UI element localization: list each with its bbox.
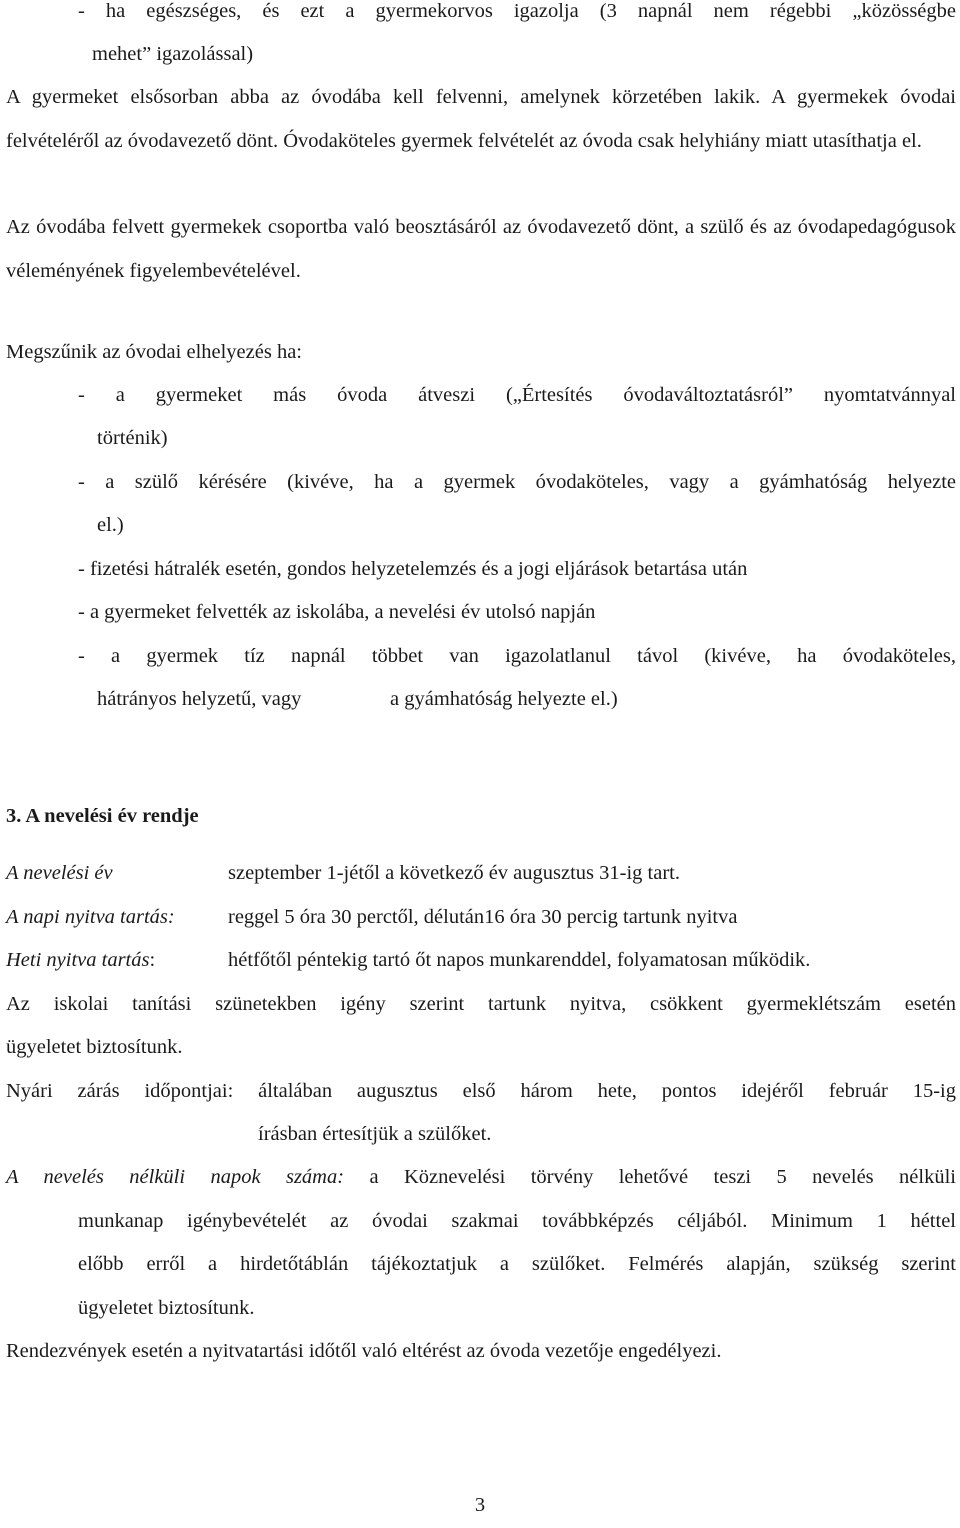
group-assignment-paragraph: Az óvodába felvett gyermekek csoportba való beosztásáról az óvodavezető dönt, a szülő és az óvodapedagógusok véleményének figyelembevételével. — [6, 216, 956, 282]
page-number: 3 — [474, 1494, 486, 1516]
admission-paragraph: A gyermeket elsősorban abba az óvodába kell felvenni, amelynek körzetében lakik. A gyermekek óvodai felvételéről az óvodavezető dönt. Óvodaköteles gyermek felvételét az óvoda csak helyhiány miatt utasíthatja el. — [6, 86, 956, 152]
year-label: A nevelési év — [6, 862, 113, 884]
termination-item-4: - a gyermeket felvették az iskolába, a nevelési év utolsó napján — [78, 601, 596, 623]
weekly-hours-label-wrap — [6, 939, 155, 983]
school-break-line: Az iskolai tanítási szünetekben igény szerint tartunk nyitva, csökkent gyermeklétszám esetén — [6, 993, 956, 1015]
nonteaching-line-3: előbb erről a hirdetőtáblán tájékoztatjuk a szülőket. Felmérés alapján, szükség szerint — [78, 1253, 956, 1275]
termination-item-1: - a gyermeket más óvoda átveszi („Értesítés óvodaváltoztatásról” nyomtatvánnyal — [78, 384, 956, 406]
termination-item-2: - a szülő kérésére (kivéve, ha a gyermek óvodaköteles, vagy a gyámhatóság helyezte — [78, 471, 956, 493]
daily-hours-label: A napi nyitva tartás: — [6, 906, 175, 928]
termination-item-1-cont: történik) — [97, 427, 168, 449]
weekly-hours-value: hétfőtől péntekig tartó őt napos munkarenddel, folyamatosan működik. — [228, 949, 811, 971]
termination-item-5-cont-b: a gyámhatóság helyezte el.) — [390, 688, 618, 710]
events-line: Rendezvények esetén a nyitvatartási időtől való eltérést az óvoda vezetője engedélyezi. — [6, 1340, 722, 1362]
termination-item-5: - a gyermek tíz napnál többet van igazolatlanul távol (kivéve, ha óvodaköteles, — [78, 645, 956, 667]
nonteaching-label: A nevelés nélküli napok száma: — [6, 1166, 345, 1188]
section-heading: 3. A nevelési év rendje — [6, 805, 199, 827]
weekly-hours-colon: : — [149, 949, 156, 971]
nonteaching-line — [6, 1156, 956, 1200]
termination-item-2-cont: el.) — [97, 514, 124, 536]
termination-item-3: - fizetési hátralék esetén, gondos helyzetelemzés és a jogi eljárások betartása után — [78, 558, 748, 580]
weekly-hours-label: Heti nyitva tartás — [6, 949, 150, 971]
condition-line-cont: mehet” igazolással) — [92, 43, 254, 65]
nonteaching-rest: a Köznevelési törvény lehetővé teszi 5 nevelés nélküli — [369, 1166, 956, 1188]
nonteaching-line-2: munkanap igénybevételét az óvodai szakmai továbbképzés céljából. Minimum 1 héttel — [78, 1210, 956, 1232]
school-break-line-cont: ügyeletet biztosítunk. — [6, 1036, 183, 1058]
condition-line: - ha egészséges, és ezt a gyermekorvos igazolja (3 napnál nem régebbi „közösségbe — [78, 0, 956, 22]
termination-item-5-cont-a: hátrányos helyzetű, vagy — [97, 688, 302, 710]
summer-closure-line-cont: írásban értesítjük a szülőket. — [258, 1123, 492, 1145]
summer-closure-line: Nyári zárás időpontjai: általában augusztus első három hete, pontos idejéről február 15-ig — [6, 1080, 956, 1102]
daily-hours-value: reggel 5 óra 30 perctől, délután16 óra 30 percig tartunk nyitva — [228, 906, 738, 928]
termination-intro: Megszűnik az óvodai elhelyezés ha: — [6, 341, 302, 363]
year-value: szeptember 1-jétől a következő év augusztus 31-ig tart. — [228, 862, 680, 884]
nonteaching-line-4: ügyeletet biztosítunk. — [78, 1297, 255, 1319]
